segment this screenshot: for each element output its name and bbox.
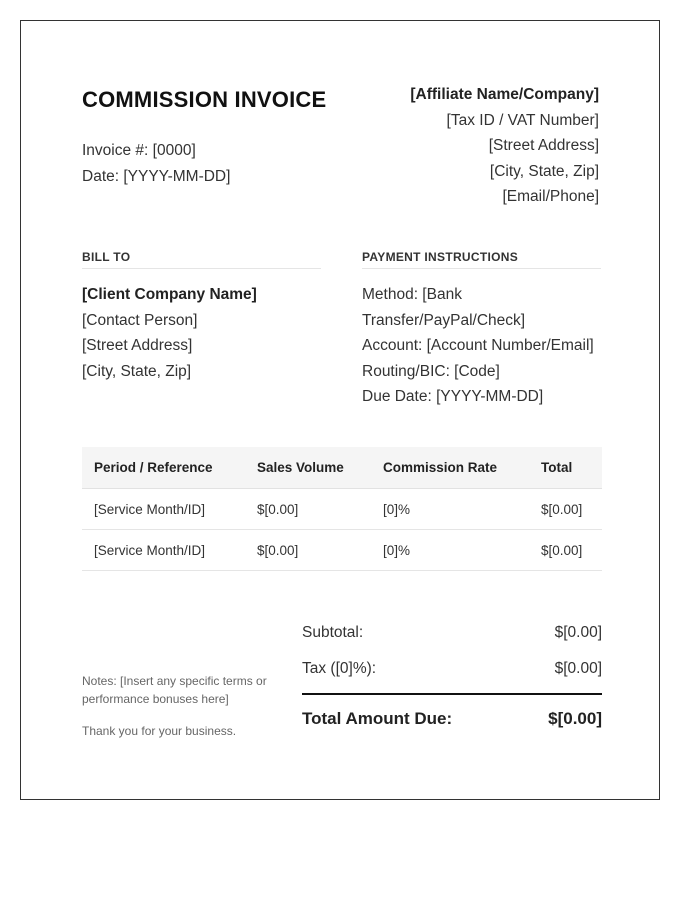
cell-total: $[0.00]	[529, 489, 602, 530]
total-due-row	[302, 693, 602, 743]
invoice-page	[20, 20, 660, 800]
client-city: [City, State, Zip]	[82, 362, 192, 380]
notes-terms: Notes: [Insert any specific terms or performance bonuses here]	[82, 674, 267, 706]
table-row	[82, 530, 602, 571]
payment-instructions-body	[362, 282, 601, 410]
payment-method-line2: Transfer/PayPal/Check]	[362, 311, 526, 329]
bill-to-section	[82, 250, 321, 384]
payment-instructions-section	[362, 250, 601, 410]
tax-label: Tax ([0]%):	[302, 660, 377, 677]
header-total: Total	[529, 447, 602, 489]
invoice-meta	[82, 138, 230, 190]
total-due-value: $[0.00]	[548, 709, 602, 728]
payment-account: Account: [Account Number/Email]	[362, 337, 594, 354]
cell-period-reference: [Service Month/ID]	[82, 530, 245, 571]
subtotal-value: $[0.00]	[554, 624, 602, 641]
cell-sales-volume: $[0.00]	[245, 530, 371, 571]
affiliate-city: [City, State, Zip]	[489, 162, 599, 180]
header-period-reference: Period / Reference	[82, 447, 245, 489]
cell-total: $[0.00]	[529, 530, 602, 571]
payment-routing: Routing/BIC: [Code]	[362, 362, 500, 380]
table-row	[82, 489, 602, 530]
invoice-number: Invoice #: [0000]	[82, 142, 196, 159]
cell-period-reference: [Service Month/ID]	[82, 489, 245, 530]
affiliate-name: [Affiliate Name/Company]	[410, 86, 599, 103]
subtotal-row	[302, 615, 602, 651]
client-company-name: [Client Company Name]	[82, 286, 257, 303]
payment-due-date: Due Date: [YYYY-MM-DD]	[362, 388, 544, 405]
header-commission-rate: Commission Rate	[371, 447, 529, 489]
subtotal-label: Subtotal:	[302, 624, 364, 641]
notes-section	[82, 672, 282, 754]
client-street: [Street Address]	[82, 337, 193, 354]
cell-commission-rate: [0]%	[371, 489, 529, 530]
tax-row	[302, 651, 602, 687]
tax-value: $[0.00]	[554, 660, 602, 677]
affiliate-details	[410, 82, 599, 210]
header-sales-volume: Sales Volume	[245, 447, 371, 489]
notes-thanks: Thank you for your business.	[82, 724, 237, 738]
totals-section	[302, 615, 602, 743]
client-contact-person: [Contact Person]	[82, 311, 198, 329]
cell-sales-volume: $[0.00]	[245, 489, 371, 530]
invoice-date: Date: [YYYY-MM-DD]	[82, 168, 231, 185]
total-due-label: Total Amount Due:	[302, 709, 453, 728]
affiliate-street: [Street Address]	[488, 137, 599, 154]
cell-commission-rate: [0]%	[371, 530, 529, 571]
bill-to-body	[82, 282, 321, 384]
affiliate-tax-id: [Tax ID / VAT Number]	[446, 111, 599, 129]
affiliate-contact: [Email/Phone]	[502, 188, 599, 205]
invoice-title: COMMISSION INVOICE	[82, 87, 327, 112]
payment-method-line1: Method: [Bank	[362, 286, 462, 303]
table-header-row	[82, 447, 602, 489]
payment-instructions-heading: PAYMENT INSTRUCTIONS	[362, 250, 601, 269]
commission-table	[82, 447, 602, 571]
bill-to-heading: BILL TO	[82, 250, 321, 269]
